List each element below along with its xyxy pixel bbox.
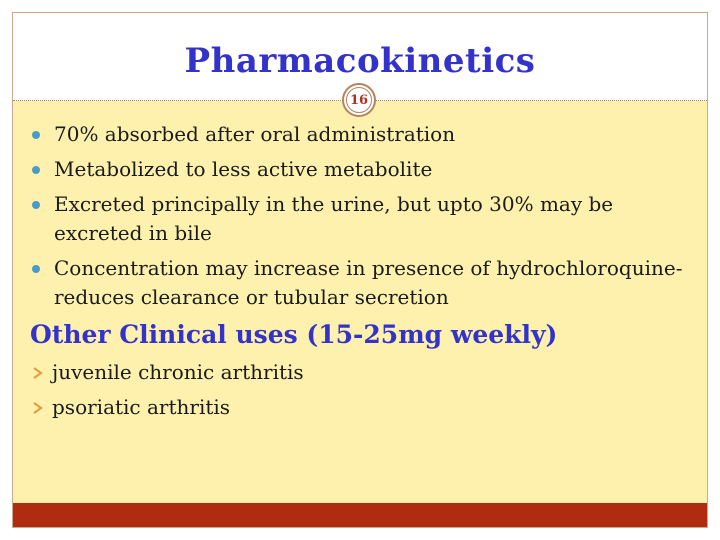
bullet-text: Excreted principally in the urine, but upto 30% may be excreted in bile — [54, 192, 614, 245]
slide-number: 16 — [349, 92, 369, 108]
bullet-text: Concentration may increase in presence of hydrochloroquine-reduces clearance or tubular secretion — [54, 256, 683, 309]
bullet-item — [30, 190, 690, 248]
round-bullet-icon — [32, 166, 40, 174]
bullet-item — [30, 120, 690, 149]
arrow-item-text: juvenile chronic arthritis — [52, 360, 304, 384]
bullet-text: Metabolized to less active metabolite — [54, 157, 433, 181]
bullet-item — [30, 155, 690, 184]
slide-number-badge — [342, 83, 376, 117]
slide-title: Pharmacokinetics — [184, 41, 536, 81]
arrow-item-text: psoriatic arthritis — [52, 395, 231, 419]
bullet-text: 70% absorbed after oral administration — [54, 122, 456, 146]
footer-bar — [13, 503, 707, 527]
slide-body — [30, 120, 690, 428]
arrow-list-item — [30, 393, 690, 422]
round-bullet-icon — [32, 201, 40, 209]
arrow-bullet-icon — [31, 366, 45, 380]
arrow-bullet-icon — [31, 401, 45, 415]
round-bullet-icon — [32, 265, 40, 273]
round-bullet-icon — [32, 131, 40, 139]
arrow-list-item — [30, 358, 690, 387]
bullet-item — [30, 254, 690, 312]
section-heading: Other Clinical uses (15-25mg weekly) — [30, 320, 558, 349]
